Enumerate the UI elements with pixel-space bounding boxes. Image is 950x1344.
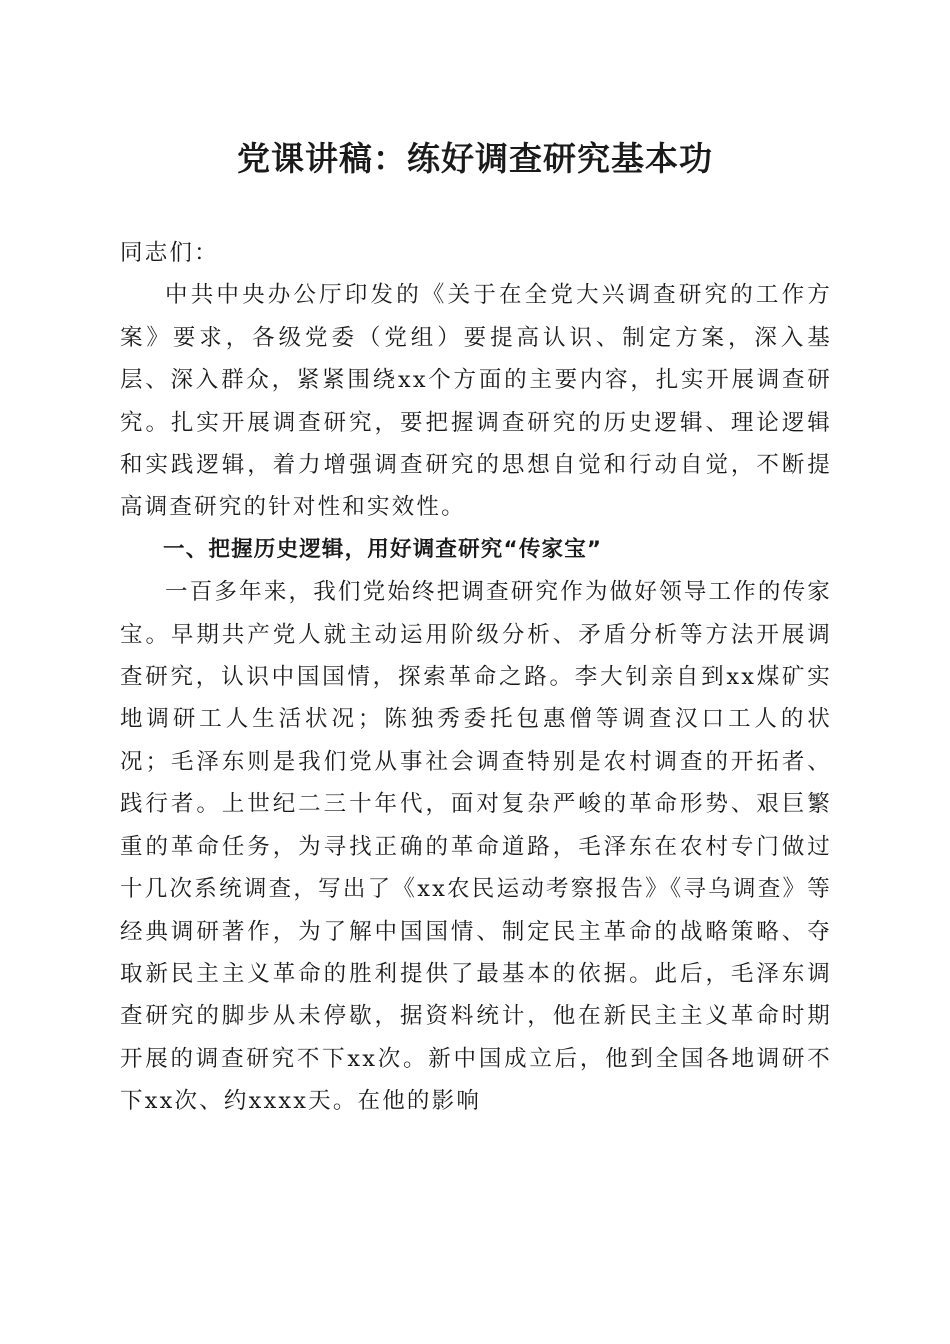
section-heading-1: 一、把握历史逻辑，用好调查研究“传家宝” [163,536,603,562]
salutation: 同志们： [120,240,219,266]
intro-paragraph: 中共中央办公厅印发的《关于在全党大兴调查研究的工作方案》要求，各级党委（党组）要提高认识、制定方案，深入基层、深入群众，紧紧围绕xx个方面的主要内容，扎实开展调查研究。扎实开展调查研究，要把握调查研究的历史逻辑、理论逻辑和实践逻辑，着力增强调查研究的思想自觉和行动自觉，不断提高调查研究的针对性和实效性。 [120,282,832,521]
section-1-paragraph: 一百多年来，我们党始终把调查研究作为做好领导工作的传家宝。早期共产党人就主动运用阶级分析、矛盾分析等方法开展调查研究，认识中国国情，探索革命之路。李大钊亲自到xx煤矿实地调研工人生活状况；陈独秀委托包惠僧等调查汉口工人的状况；毛泽东则是我们党从事社会调查特别是农村调查的开拓者、践行者。上世纪二三十年代，面对复杂严峻的革命形势、艰巨繁重的革命任务，为寻找正确的革命道路，毛泽东在农村专门做过十几次系统调查，写出了《xx农民运动考察报告》《寻乌调查》等经典调研著作，为了解中国国情、制定民主革命的战略策略、夺取新民主主义革命的胜利提供了最基本的依据。此后，毛泽东调查研究的脚步从未停歇，据资料统计，他在新民主主义革命时期开展的调查研究不下xx次。新中国成立后，他到全国各地调研不下xx次、约xxxx天。在他的影响 [120,579,832,1115]
document-body [120,232,832,1123]
document-title: 党课讲稿：练好调查研究基本功 [237,139,713,178]
